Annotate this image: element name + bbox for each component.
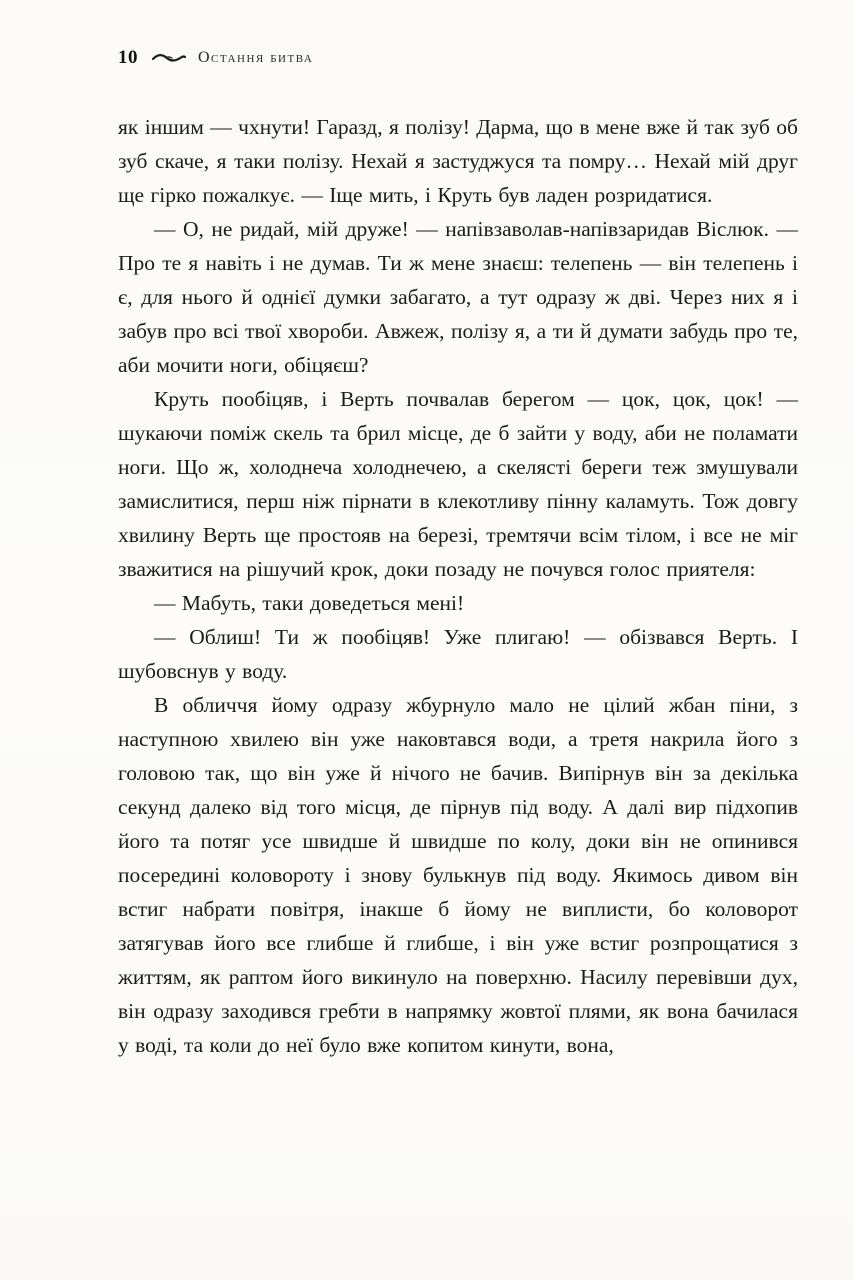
swash-ornament-icon bbox=[152, 52, 186, 64]
paragraph: як іншим — чхнути! Гаразд, я полізу! Дарма, що в мене вже й так зуб об зуб скаче, я таки полізу. Нехай я застуджуся та помру… Нехай мій друг ще гірко пожалкує. — Іще мить, і Круть був ладен розридатися. bbox=[118, 115, 798, 207]
page-header bbox=[118, 46, 798, 70]
page-body bbox=[118, 110, 798, 1062]
running-title: Остання битва bbox=[198, 49, 314, 66]
paragraph: — О, не ридай, мій друже! — напівзаволав-напівзаридав Віслюк. — Про те я навіть і не думав. Ти ж мене знаєш: телепень — він телепень і є, для нього й однієї думки забагато, а тут одразу ж дві. Через них я і забув про всі твої хвороби. Авжеж, полізу я, а ти й думати забудь про те, аби мочити ноги, обіцяєш? bbox=[118, 217, 798, 377]
paragraph: — Мабуть, таки доведеться мені! bbox=[154, 591, 465, 615]
page-number: 10 bbox=[118, 47, 138, 68]
paragraph: — Облиш! Ти ж пообіцяв! Уже плигаю! — обізвався Верть. І шубовснув у воду. bbox=[118, 625, 798, 683]
paragraph: Круть пообіцяв, і Верть почвалав берегом — цок, цок, цок! — шукаючи поміж скель та брил місце, де б зайти у воду, аби не поламати ноги. Що ж, холоднеча холоднечею, а скелясті береги теж змушували замислитися, перш ніж пірнати в клекотливу пінну каламуть. Тож довгу хвилину Верть ще простояв на березі, тремтячи всім тілом, і все не міг зважитися на рішучий крок, доки позаду не почувся голос приятеля: bbox=[118, 387, 798, 581]
paragraph: В обличчя йому одразу жбурнуло мало не цілий жбан піни, з наступною хвилею він уже наковтався води, а третя накрила його з головою так, що він уже й нічого не бачив. Випірнув він за декілька секунд далеко від того місця, де пірнув під воду. А далі вир підхопив його та потяг усе швидше й швидше по колу, доки він не опинився посередині коловороту і знову булькнув під воду. Якимось дивом він встиг набрати повітря, інакше б йому не виплисти, бо коловорот затягував його все глибше й глибше, і він уже встиг розпрощатися з життям, як раптом його викинуло на поверхню. Насилу перевівши дух, він одразу заходився гребти в напрямку жовтої плями, як вона бачилася у воді, та коли до неї було вже копитом кинути, вона, bbox=[118, 693, 798, 1057]
